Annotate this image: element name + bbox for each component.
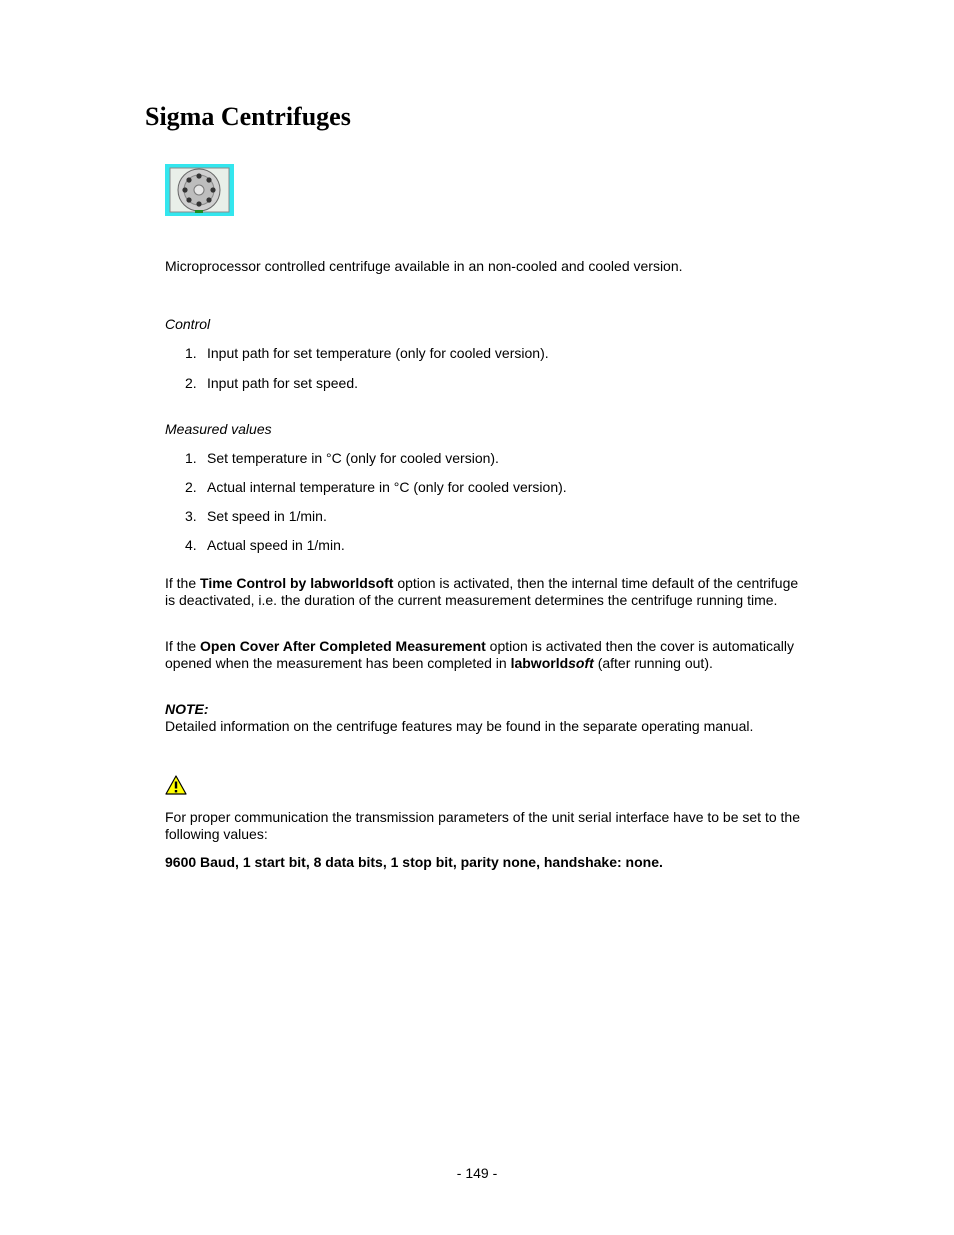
- note-text: Detailed information on the centrifuge features may be found in the separate operating manual.: [165, 718, 754, 734]
- brand-name: labworldsoft: [510, 655, 594, 671]
- page-number: - 149 -: [456, 1165, 498, 1181]
- page-title: Sigma Centrifuges: [145, 102, 351, 131]
- centrifuge-icon: [165, 164, 234, 216]
- list-item: 1. Set temperature in °C (only for cooled version).: [185, 450, 499, 466]
- measured-heading: Measured values: [165, 421, 272, 437]
- control-heading: Control: [165, 316, 211, 332]
- note-block: [165, 701, 805, 735]
- list-item: 2. Input path for set speed.: [185, 375, 358, 391]
- warning-triangle-icon: [165, 774, 187, 796]
- list-item: 2. Actual internal temperature in °C (only for cooled version).: [185, 479, 567, 495]
- serial-parameters: 9600 Baud, 1 start bit, 8 data bits, 1 stop bit, parity none, handshake: none.: [165, 854, 663, 870]
- warning-text: For proper communication the transmission parameters of the unit serial interface have to be set to the following values:: [165, 809, 800, 842]
- intro-text: Microprocessor controlled centrifuge available in an non-cooled and cooled version.: [165, 258, 683, 274]
- list-item: 3. Set speed in 1/min.: [185, 508, 327, 524]
- time-control-option: Time Control by labworldsoft: [200, 575, 394, 591]
- note-label: NOTE:: [165, 701, 209, 717]
- open-cover-paragraph: If the Open Cover After Completed Measurement option is activated then the cover is automatically opened when the measurement has been completed in labworldsoft (after running out).: [165, 638, 794, 671]
- time-control-paragraph: If the Time Control by labworldsoft option is activated, then the internal time default of the centrifuge is deactivated, i.e. the duration of the current measurement determines the centrifuge running time.: [165, 575, 799, 608]
- list-item: 4. Actual speed in 1/min.: [185, 537, 345, 553]
- open-cover-option: Open Cover After Completed Measurement: [200, 638, 486, 654]
- list-item: 1. Input path for set temperature (only for cooled version).: [185, 345, 549, 361]
